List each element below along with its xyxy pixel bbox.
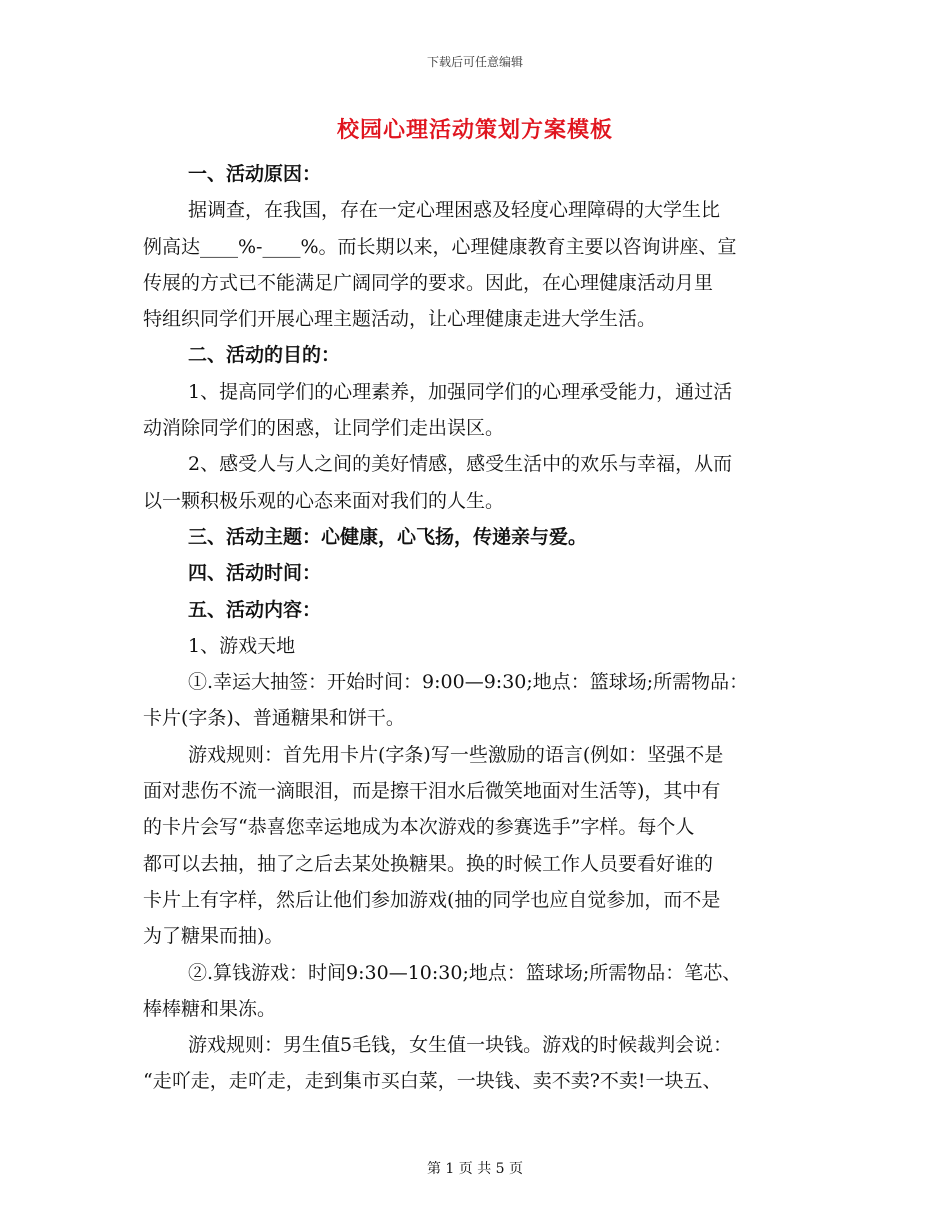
- paragraph-line: 棒棒糖和果冻。: [143, 997, 277, 1020]
- paragraph-line: “走吖走，走吖走，走到集市买白菜，一块钱、卖不卖?不卖!一块五、: [143, 1070, 722, 1093]
- paragraph-line: 据调查，在我国，存在一定心理困惑及轻度心理障碍的大学生比: [188, 199, 721, 222]
- paragraph-line: 面对悲伤不流一滴眼泪，而是擦干泪水后微笑地面对生活等)，其中有: [143, 780, 721, 803]
- paragraph-line: 卡片(字条)、普通糖果和饼干。: [143, 707, 405, 730]
- page-footer: 第 1 页 共 5 页: [426, 1161, 524, 1177]
- paragraph-line: 游戏规则：首先用卡片(字条)写一些激励的语言(例如：坚强不是: [188, 743, 724, 766]
- paragraph-line: 1、游戏天地: [188, 634, 296, 657]
- paragraph-line: 1、提高同学们的心理素养，加强同学们的心理承受能力，通过活: [188, 380, 733, 403]
- paragraph-line: 卡片上有字样，然后让他们参加游戏(抽的同学也应自觉参加，而不是: [143, 888, 721, 911]
- section-heading: 一、活动原因：: [188, 163, 322, 185]
- paragraph-line: 的卡片会写“恭喜您幸运地成为本次游戏的参赛选手”字样。每个人: [143, 816, 695, 839]
- paragraph-line: 特组织同学们开展心理主题活动，让心理健康走进大学生活。: [143, 308, 657, 331]
- section-heading: 二、活动的目的：: [188, 344, 341, 367]
- paragraph-line: ①.幸运大抽签：开始时间：9:00—9:30;地点：篮球场;所需物品：: [188, 671, 749, 694]
- document-title: 校园心理活动策划方案模板: [336, 117, 613, 143]
- paragraph-line: 为了糖果而抽)。: [143, 925, 284, 948]
- section-heading: 五、活动内容：: [188, 598, 322, 621]
- paragraph-line: 2、感受人与人之间的美好情感，感受生活中的欢乐与幸福，从而: [188, 453, 733, 476]
- paragraph-line: 例高达____%-____%。而长期以来，心理健康教育主要以咨询讲座、宣: [143, 235, 737, 258]
- paragraph-line: 都可以去抽，抽了之后去某处换糖果。换的时候工作人员要看好谁的: [143, 852, 714, 875]
- paragraph-line: 游戏规则：男生值5毛钱，女生值一块钱。游戏的时候裁判会说：: [188, 1034, 733, 1057]
- header-note: 下载后可任意编辑: [426, 55, 523, 69]
- paragraph-line: 以一颗积极乐观的心态来面对我们的人生。: [143, 489, 505, 512]
- paragraph-line: 动消除同学们的困惑，让同学们走出误区。: [143, 417, 505, 440]
- paragraph-line: ②.算钱游戏：时间9:30—10:30;地点：篮球场;所需物品：笔芯、: [188, 961, 742, 984]
- paragraph-line: 传展的方式已不能满足广阔同学的要求。因此，在心理健康活动月里: [143, 271, 714, 294]
- section-heading: 四、活动时间：: [188, 562, 322, 585]
- document-body: [143, 156, 813, 1100]
- section-heading: 三、活动主题：心健康，心飞扬，传递亲与爱。: [188, 525, 588, 548]
